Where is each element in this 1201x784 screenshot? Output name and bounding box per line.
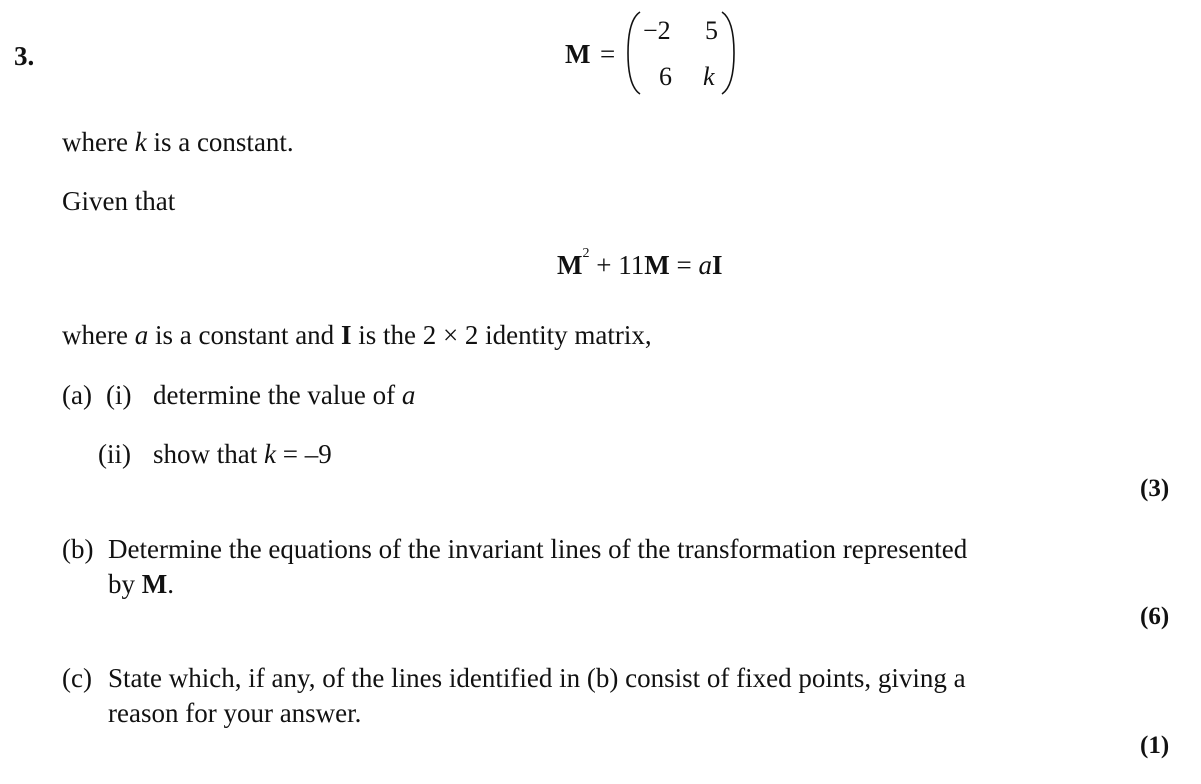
part-a-i-body: determine the value of <box>153 380 402 410</box>
part-c-marks: (1) <box>1140 732 1170 759</box>
matrix-name: M <box>565 39 591 69</box>
part-b-line2 <box>108 569 174 599</box>
eq-plus: + 11 <box>589 250 645 280</box>
part-b-marks: (6) <box>1140 603 1170 630</box>
main-equation <box>557 246 723 281</box>
where-k-pre: where <box>62 127 135 157</box>
part-c-line2: reason for your answer. <box>108 698 362 728</box>
part-a-ii-var: k <box>264 439 276 469</box>
part-a-ii-label: (ii) <box>98 439 131 469</box>
part-a-i-label: (i) <box>106 380 132 410</box>
where-a-pre: where <box>62 320 135 350</box>
eq-m2: M <box>644 250 670 280</box>
part-c-line1: State which, if any, of the lines identified in (b) consist of fixed points, giving a <box>108 663 966 693</box>
where-k-post: is a constant. <box>146 127 294 157</box>
part-a-i-text <box>153 380 415 410</box>
eq-a: a <box>698 250 712 280</box>
question-number: 3. <box>14 41 35 71</box>
eq-equals: = <box>669 250 699 280</box>
where-k-line <box>62 127 294 157</box>
where-a-mid: is a constant and <box>148 320 341 350</box>
part-a-label: (a) <box>62 380 92 410</box>
where-a-post: is the 2 × 2 identity matrix, <box>351 320 652 350</box>
part-b-line2-pre: by <box>108 569 142 599</box>
part-a-i-var: a <box>401 380 416 410</box>
part-a-marks: (3) <box>1140 475 1170 502</box>
left-bracket <box>628 12 640 94</box>
given-that-line: Given that <box>62 186 176 216</box>
part-b-line1: Determine the equations of the invariant lines of the transformation represented <box>108 534 968 564</box>
eq-superscript: 2 <box>582 246 590 261</box>
part-b-line2-bold: M <box>141 569 168 599</box>
matrix-brackets <box>622 8 742 98</box>
where-k-var: k <box>134 127 147 157</box>
eq-identity: I <box>711 250 723 280</box>
where-a-line <box>62 320 652 350</box>
part-b-line2-post: . <box>167 569 174 599</box>
matrix-entry-1-2: 5 <box>705 16 718 45</box>
where-a-var: a <box>134 320 149 350</box>
eq-m1: M <box>557 250 583 280</box>
right-bracket <box>722 12 734 94</box>
part-b-label: (b) <box>62 534 94 564</box>
part-c-label: (c) <box>62 663 92 693</box>
matrix-entry-2-2: k <box>703 62 715 91</box>
matrix-entry-1-1: −2 <box>643 16 671 45</box>
part-a-ii-body: show that <box>153 439 264 469</box>
part-a-ii-rest: = –9 <box>275 439 332 469</box>
where-a-identity: I <box>340 320 352 350</box>
part-a-ii-text <box>153 439 332 469</box>
matrix-entry-2-1: 6 <box>659 62 672 91</box>
matrix-equals: = <box>600 39 616 69</box>
